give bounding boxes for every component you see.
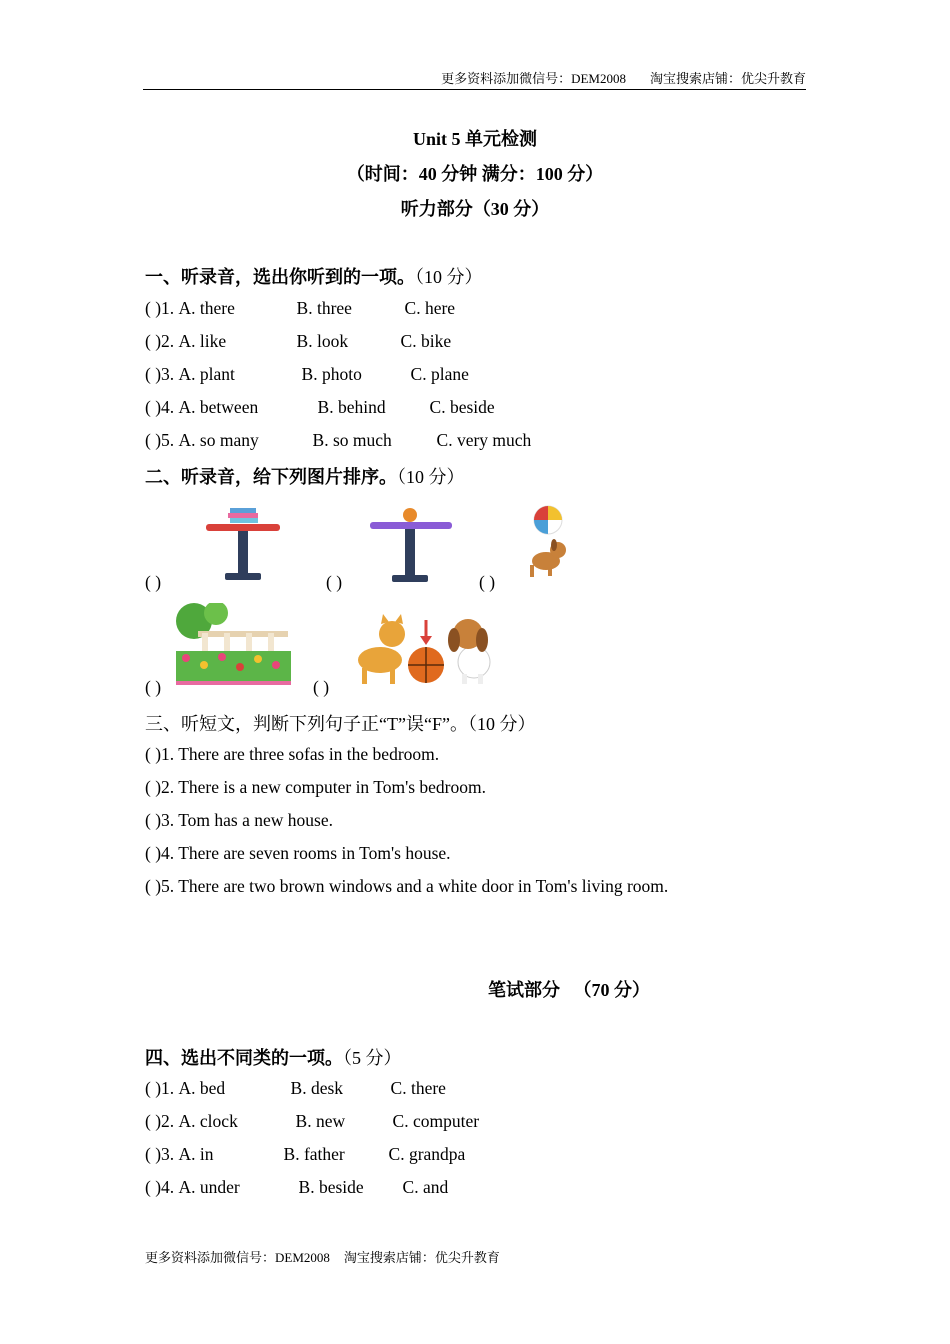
s4-item-1: ( )1. A. bed B. desk C. there — [145, 1078, 446, 1098]
dog-and-ball-picture — [520, 503, 572, 587]
header-shop: 淘宝搜索店铺：优尖升教育 — [649, 71, 806, 86]
s1-item-5: ( )5. A. so many B. so much C. very much — [145, 430, 532, 450]
s1-item-2: ( )2. A. like B. look C. bike — [145, 331, 452, 351]
page-footer — [145, 1247, 514, 1266]
book-icon — [228, 513, 258, 518]
exam-info: （时间：40 分钟 满分：100 分） — [346, 164, 604, 184]
s1-item-1: ( )1. A. there B. three C. here — [145, 298, 456, 318]
ball-icon — [403, 508, 417, 522]
page-title: Unit 5 单元检测 — [412, 129, 537, 149]
table-top — [370, 522, 452, 529]
table-top — [206, 524, 280, 531]
footer-wechat: 更多资料添加微信号：DEM2008 — [145, 1250, 330, 1265]
section2-heading: 二、听录音，给下列图片排序。（10 分） — [145, 467, 465, 487]
book-icon — [230, 508, 256, 513]
s3-item-2: ( )2. There is a new computer in Tom's bedroom. — [145, 777, 486, 797]
s3-item-1: ( )1. There are three sofas in the bedroom. — [145, 744, 440, 764]
listening-title: 听力部分（30 分） — [400, 199, 550, 219]
answer-blank-5[interactable]: ( ) — [313, 677, 330, 697]
garden-picture — [176, 603, 291, 691]
s4-item-4: ( )4. A. under B. beside C. and — [145, 1177, 449, 1197]
ball-on-table-picture — [365, 505, 455, 587]
books-on-table-picture — [200, 505, 286, 585]
answer-blank-2[interactable]: ( ) — [326, 572, 343, 592]
footer-shop: 淘宝搜索店铺：优尖升教育 — [343, 1250, 500, 1265]
table-leg — [405, 529, 415, 577]
s3-item-3: ( )3. Tom has a new house. — [145, 810, 333, 830]
answer-blank-1[interactable]: ( ) — [145, 572, 162, 592]
book-icon — [230, 518, 258, 523]
section4-heading: 四、选出不同类的一项。（5 分） — [145, 1048, 402, 1068]
s1-item-4: ( )4. A. between B. behind C. beside — [145, 397, 495, 417]
section3-heading: 三、听短文，判断下列句子正“T”误“F”。（10 分） — [145, 714, 536, 734]
answer-blank-3[interactable]: ( ) — [479, 572, 496, 592]
header-wechat: 更多资料添加微信号：DEM2008 — [441, 71, 626, 86]
s3-item-5: ( )5. There are two brown windows and a white door in Tom's living room. — [145, 876, 669, 896]
flower-icon — [182, 654, 190, 662]
cat-ball-dog-picture — [350, 612, 500, 688]
answer-blank-4[interactable]: ( ) — [145, 677, 162, 697]
s4-item-2: ( )2. A. clock B. new C. computer — [145, 1111, 480, 1131]
dog-icon — [458, 646, 490, 678]
table-leg — [238, 531, 248, 575]
s4-item-3: ( )3. A. in B. father C. grandpa — [145, 1144, 466, 1164]
page-header — [143, 68, 806, 90]
table-base — [225, 573, 261, 580]
section1-heading: 一、听录音，选出你听到的一项。（10 分） — [145, 267, 483, 287]
table-base — [392, 575, 428, 582]
s1-item-3: ( )3. A. plant B. photo C. plane — [145, 364, 469, 384]
s3-item-4: ( )4. There are seven rooms in Tom's house. — [145, 843, 451, 863]
writing-title: 笔试部分 （70 分） — [488, 980, 650, 1000]
